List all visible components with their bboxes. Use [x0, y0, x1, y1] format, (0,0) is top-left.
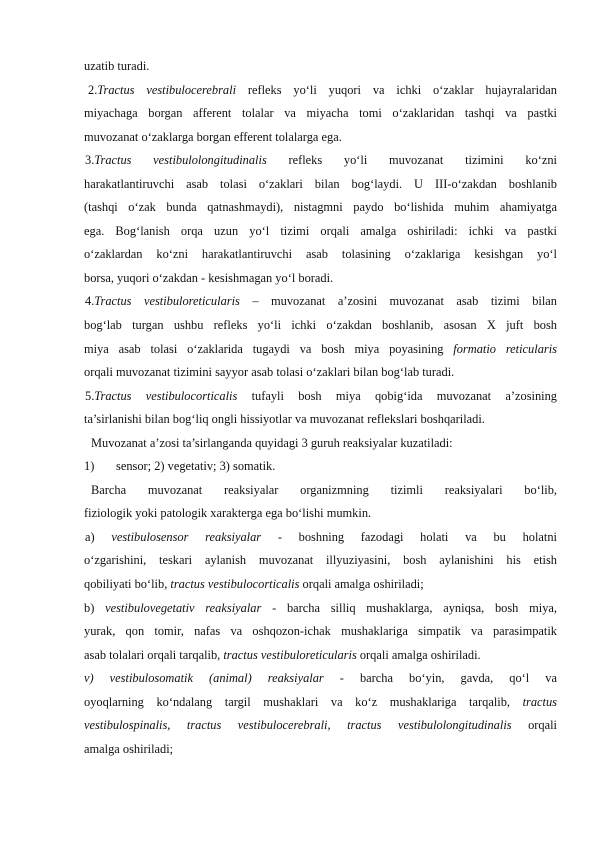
text-line: b) vestibulovegetativ reaksiyalar - barcha silliq mushaklarga, ayniqsa, bosh miya, [84, 600, 557, 615]
text-line: harakatlantiruvchi asab tolasi o‘zaklari bilan bog‘laydi. U III-o‘zakdan boshlanib [84, 176, 557, 191]
text-line: orqali muvozanat tizimini sayyor asab tolasi o‘zaklari bilan bog‘lab turadi. [84, 365, 455, 380]
latin-term: Tractus vestibulocerebrali [97, 82, 237, 97]
text-line: 4.Tractus vestibuloreticularis – muvozanat a’zosini muvozanat asab tizimi bilan [85, 294, 557, 309]
latin-term: Tractus vestibuloreticularis [94, 294, 240, 309]
text-line: amalga oshiriladi; [84, 741, 174, 756]
text-line: Barcha muvozanat reaksiyalar organizmning tizimli reaksiyalari bo‘lib, [91, 482, 557, 497]
latin-term: tractus vestibuloreticularis [223, 647, 357, 662]
text-line: ta’sirlanishi bilan bog‘liq ongli hissiyotlar va muvozanat reflekslari boshqariladi. [84, 412, 485, 427]
latin-term: Tractus vestibulocorticalis [94, 388, 238, 403]
latin-term: Tractus vestibulolongitudinalis [94, 153, 267, 168]
text-line: (tashqi o‘zak bunda qatnashmaydi), nistagmni paydo bo‘lishida muhim ahamiyatga [84, 200, 557, 215]
text-line: a) vestibulosensor reaksiyalar - boshning fazodagi holati va bu holatni [85, 529, 557, 544]
text-line: 2.Tractus vestibulocerebrali refleks yo‘li yuqori va ichki o‘zaklar hujayralaridan [88, 82, 557, 97]
text-line: fiziologik yoki patologik xarakterga ega bo‘lishi mumkin. [84, 506, 372, 521]
text-line: miyachaga borgan afferent tolalar va miyacha tomi o‘zaklaridan tashqi va pastki [84, 106, 557, 121]
text-line: ega. Bog‘lanish orqa uzun yo‘l tizimi orqali amalga oshiriladi: ichki va pastki [84, 223, 557, 238]
text-line: asab tolalari orqali tarqalib, tractus vestibuloreticularis orqali amalga oshiriladi. [84, 647, 481, 662]
latin-term: vestibulospinalis [84, 718, 168, 733]
body-text [84, 55, 557, 761]
text-line: o‘zaklardan ko‘zni harakatlantiruvchi asab tolasining o‘zaklariga kesishgan yo‘l [84, 247, 557, 262]
text-line: borsa, yuqori o‘zakdan - kesishmagan yo‘l boradi. [84, 270, 334, 285]
latin-term: formatio reticularis [453, 341, 557, 356]
text-line: oyoqlarning ko‘ndalang targil mushaklari va ko‘z mushaklariga tarqalib, tractus [84, 694, 557, 709]
text-line: bog‘lab turgan ushbu refleks yo‘li ichki o‘zakdan boshlanib, asosan X juft bosh [84, 318, 557, 333]
text-line: vestibulospinalis, tractus vestibulocerebrali, tractus vestibulolongitudinalis orqali [84, 718, 557, 733]
latin-term: v) vestibulosomatik (animal) reaksiyalar [84, 671, 324, 686]
list-number: 1) [84, 459, 95, 474]
latin-term: tractus [522, 694, 557, 709]
latin-term: vestibulovegetativ reaksiyalar [105, 600, 262, 615]
text-line: v) vestibulosomatik (animal) reaksiyalar - barcha bo‘yin, gavda, qo‘l va [84, 671, 557, 686]
text-line: Muvozanat a’zosi ta’sirlanganda quyidagi 3 guruh reaksiyalar kuzatiladi: [91, 435, 453, 450]
text-line: o‘zgarishini, teskari aylanish muvozanat illyuziyasini, bosh aylanishini his etish [84, 553, 557, 568]
latin-term: tractus vestibulocerebrali, tractus vestibulolongitudinalis [186, 718, 512, 733]
text-line: 1) sensor; 2) vegetativ; 3) somatik. [84, 455, 557, 479]
text-line: 3.Tractus vestibulolongitudinalis refleks yo‘li muvozanat tizimini ko‘zni [85, 153, 557, 168]
text-line: 5.Tractus vestibulocorticalis tufayli bosh miya qobig‘ida muvozanat a’zosining [85, 388, 557, 403]
text-line: miya asab tolasi o‘zaklarida tugaydi va bosh miya poyasining formatio reticularis [84, 341, 557, 356]
latin-term: vestibulosensor reaksiyalar [111, 529, 262, 544]
text-line: qobiliyati bo‘lib, tractus vestibulocorticalis orqali amalga oshiriladi; [84, 577, 424, 592]
text-line: yurak, qon tomir, nafas va oshqozon-ichak mushaklariga simpatik va parasimpatik [84, 624, 557, 639]
latin-term: tractus vestibulocorticalis [170, 577, 300, 592]
text-line: uzatib turadi. [84, 59, 150, 73]
text-line: muvozanat o‘zaklarga borgan efferent tolalarga ega. [84, 129, 342, 144]
